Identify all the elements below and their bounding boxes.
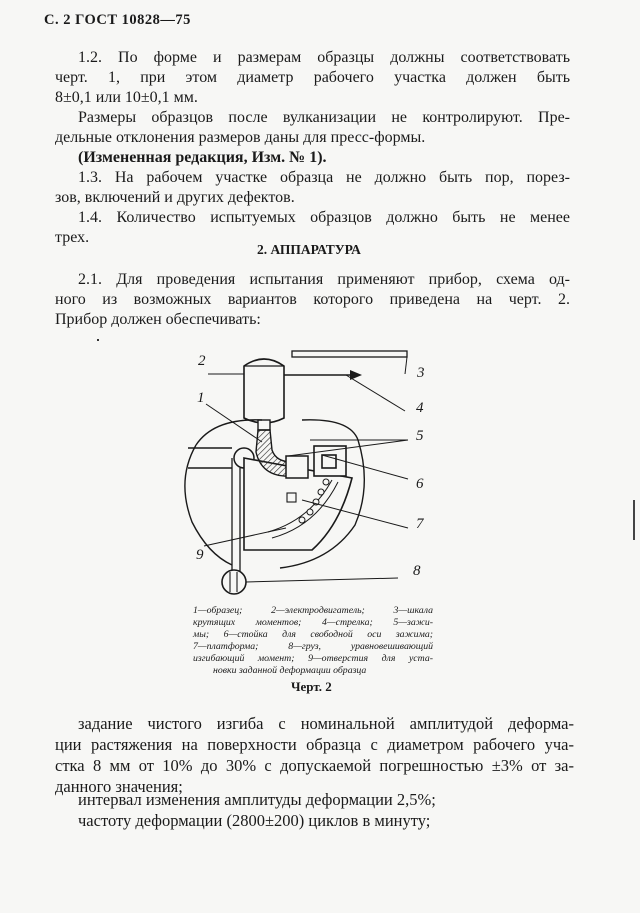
para-1-4-line-1: 1.4. Количество испытуемых образцов должно быть не менее bbox=[78, 209, 570, 226]
page-header: С. 2 ГОСТ 10828—75 bbox=[44, 12, 191, 28]
label-8: 8 bbox=[413, 563, 421, 579]
para-2-1-line-3: Прибор должен обеспечивать: bbox=[55, 311, 261, 328]
para-2-1-line-1: 2.1. Для проведения испытания применяют прибор, схема од- bbox=[78, 271, 570, 288]
clamp bbox=[286, 456, 308, 478]
bottom-line-1: задание чистого изгиба с номинальной амплитудой деформа- bbox=[78, 714, 574, 733]
label-2: 2 bbox=[198, 353, 206, 369]
para-1-2-line-3: 8±0,1 или 10±0,1 мм. bbox=[55, 89, 198, 106]
para-1-3-line-1: 1.3. На рабочем участке образца не должно быть пор, порез- bbox=[78, 169, 570, 186]
caption-line-4: 7—платформа; 8—груз, уравновешивающий bbox=[193, 641, 433, 652]
para-1-2-line-5: дельные отклонения размеров даны для пресс-формы. bbox=[55, 129, 426, 146]
caption-line-1: 1—образец; 2—электродвигатель; 3—шкала bbox=[193, 605, 433, 616]
label-5: 5 bbox=[416, 428, 424, 444]
para-1-2-line-1: 1.2. По форме и размерам образцы должны соответствовать bbox=[78, 49, 570, 66]
label-1: 1 bbox=[197, 390, 205, 406]
label-9: 9 bbox=[196, 547, 204, 563]
scan-edge-mark bbox=[633, 500, 635, 540]
bottom-line-2: ции растяжения на поверхности образца с диаметром рабочего уча- bbox=[55, 735, 574, 754]
label-4: 4 bbox=[416, 400, 424, 416]
caption-line-5: изгибающий момент; 9—отверстия для уста- bbox=[193, 653, 433, 664]
caption-line-6: новки заданной деформации образца bbox=[213, 665, 367, 676]
caption-line-2: крутящих моментов; 4—стрелка; 5—зажи- bbox=[193, 617, 433, 628]
para-1-2-line-2: черт. 1, при этом диаметр рабочего участка должен быть bbox=[55, 69, 570, 86]
bottom-line-4: данного значения; bbox=[55, 777, 183, 796]
para-1-4-line-2: трех. bbox=[55, 229, 90, 246]
bottom-line-6: частоту деформации (2800±200) циклов в минуту; bbox=[78, 811, 431, 830]
label-3: 3 bbox=[417, 365, 425, 381]
amendment-note: (Измененная редакция, Изм. № 1). bbox=[78, 149, 327, 166]
caption-line-3: мы; 6—стойка для свободной оси зажима; bbox=[193, 629, 433, 640]
bottom-line-3: стка 8 мм от 10% до 30% с допускаемой погрешностью ±3% от за- bbox=[55, 756, 574, 775]
para-2-1-line-2: ного из возможных вариантов которого приведена на черт. 2. bbox=[55, 291, 570, 308]
label-6: 6 bbox=[416, 476, 424, 492]
pointer-arrow bbox=[284, 370, 405, 411]
torque-scale bbox=[292, 351, 407, 374]
label-7: 7 bbox=[416, 516, 424, 532]
bottom-line-5: интервал изменения амплитуды деформации 2,5%; bbox=[78, 790, 436, 809]
para-1-2-line-4: Размеры образцов после вулканизации не контролируют. Пре- bbox=[78, 109, 570, 126]
figure-title: Черт. 2 bbox=[291, 679, 332, 694]
section-2-title: 2. АППАРАТУРА bbox=[257, 242, 361, 257]
para-1-3-line-2: зов, включений и других дефектов. bbox=[55, 189, 295, 206]
